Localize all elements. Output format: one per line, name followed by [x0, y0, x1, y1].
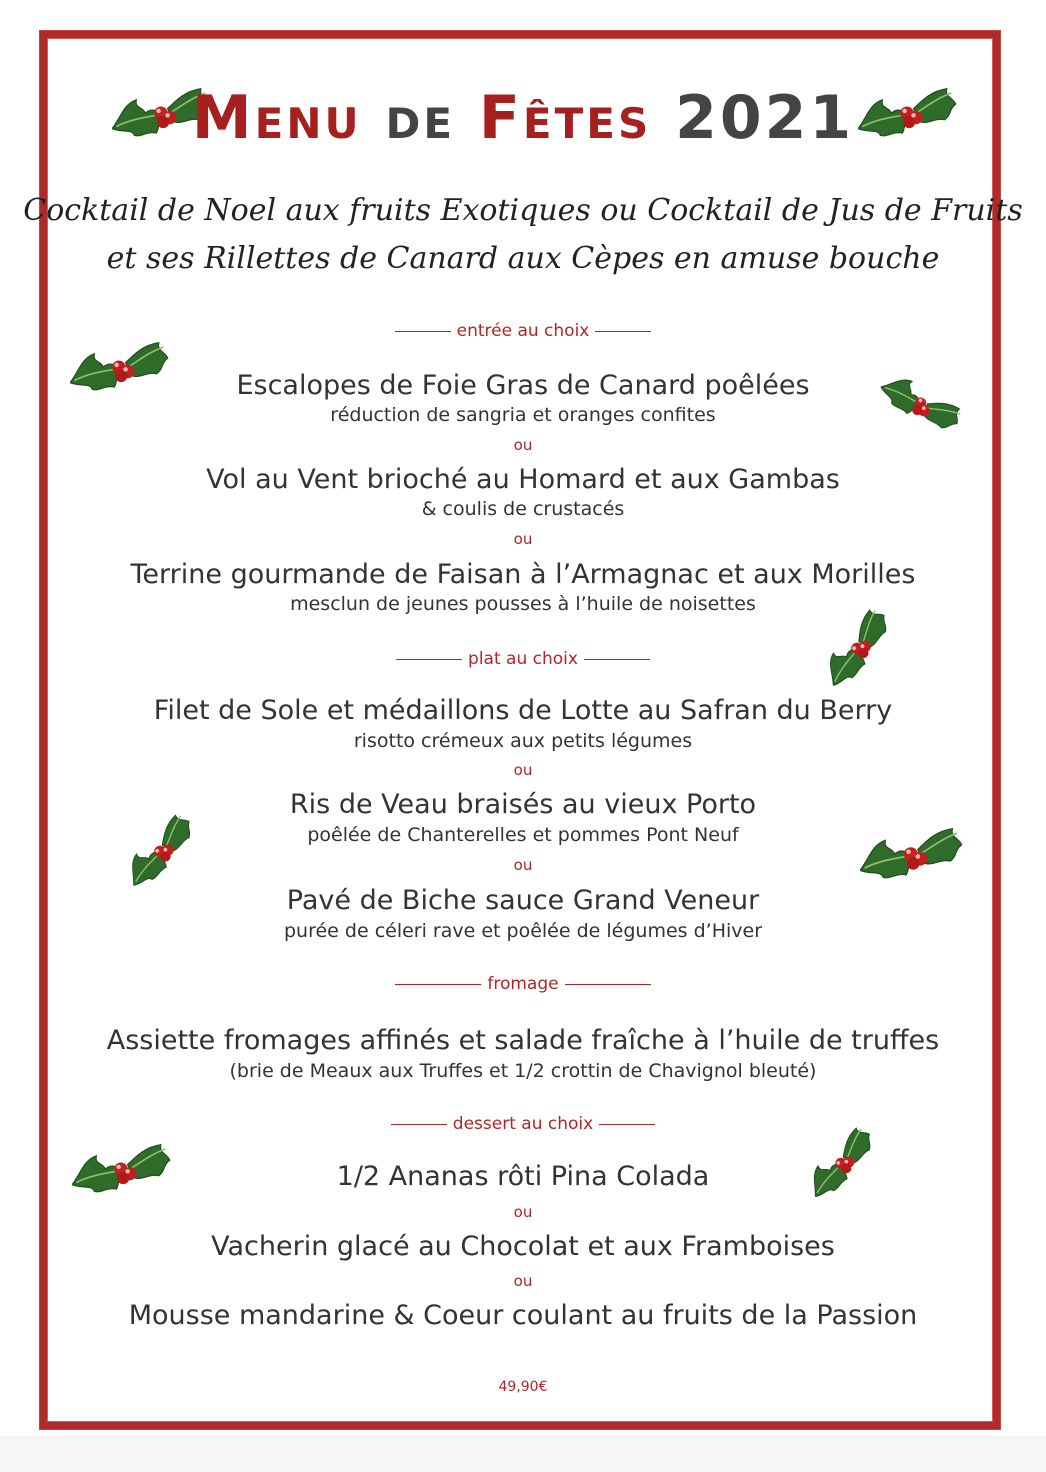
or-separator: ou	[513, 1272, 533, 1290]
intro-line-2: et ses Rillettes de Canard aux Cèpes en amuse bouche	[106, 241, 940, 276]
or-separator: ou	[513, 530, 533, 548]
dish-name: Mousse mandarine & Coeur coulant au fruits de la Passion	[128, 1300, 918, 1331]
dish-detail: mesclun de jeunes pousses à l’huile de noisettes	[290, 593, 756, 615]
dish-detail: (brie de Meaux aux Truffes et 1/2 crottin de Chavignol bleuté)	[229, 1060, 817, 1082]
dish-detail: réduction de sangria et oranges confites	[330, 404, 716, 426]
menu-title: Menu de Fêtes 2021	[191, 83, 855, 153]
or-separator: ou	[513, 856, 533, 874]
intro-line-1: Cocktail de Noel aux fruits Exotiques ou Cocktail de Jus de Fruits	[23, 193, 1023, 228]
dish-name: Filet de Sole et médaillons de Lotte au Safran du Berry	[153, 695, 893, 726]
dish-name: 1/2 Ananas rôti Pina Colada	[336, 1161, 710, 1192]
section-heading-dessert: dessert au choix	[0, 1116, 1046, 1133]
dish-name: Terrine gourmande de Faisan à l’Armagnac et aux Morilles	[130, 559, 916, 590]
dish-name: Pavé de Biche sauce Grand Veneur	[286, 885, 760, 916]
menu-price: 49,90€	[498, 1379, 548, 1395]
dish-name: Ris de Veau braisés au vieux Porto	[289, 789, 757, 820]
dish-name: Escalopes de Foie Gras de Canard poêlées	[236, 370, 810, 401]
dish-name: Assiette fromages affinés et salade fraîche à l’huile de truffes	[106, 1025, 940, 1056]
dish-detail: purée de céleri rave et poêlée de légumes d’Hiver	[283, 920, 763, 942]
or-separator: ou	[513, 761, 533, 779]
section-heading-entree: entrée au choix	[0, 323, 1046, 340]
page-bottom-band	[0, 1436, 1046, 1472]
dish-detail: poêlée de Chanterelles et pommes Pont Neuf	[307, 824, 739, 846]
dish-name: Vacherin glacé au Chocolat et aux Framboises	[211, 1231, 835, 1262]
dish-detail: risotto crémeux aux petits légumes	[353, 730, 693, 752]
dish-detail: & coulis de crustacés	[421, 498, 625, 520]
section-heading-fromage: fromage	[0, 976, 1046, 993]
section-heading-plat: plat au choix	[0, 651, 1046, 668]
or-separator: ou	[513, 1203, 533, 1221]
or-separator: ou	[513, 436, 533, 454]
dish-name: Vol au Vent brioché au Homard et aux Gambas	[206, 464, 840, 495]
